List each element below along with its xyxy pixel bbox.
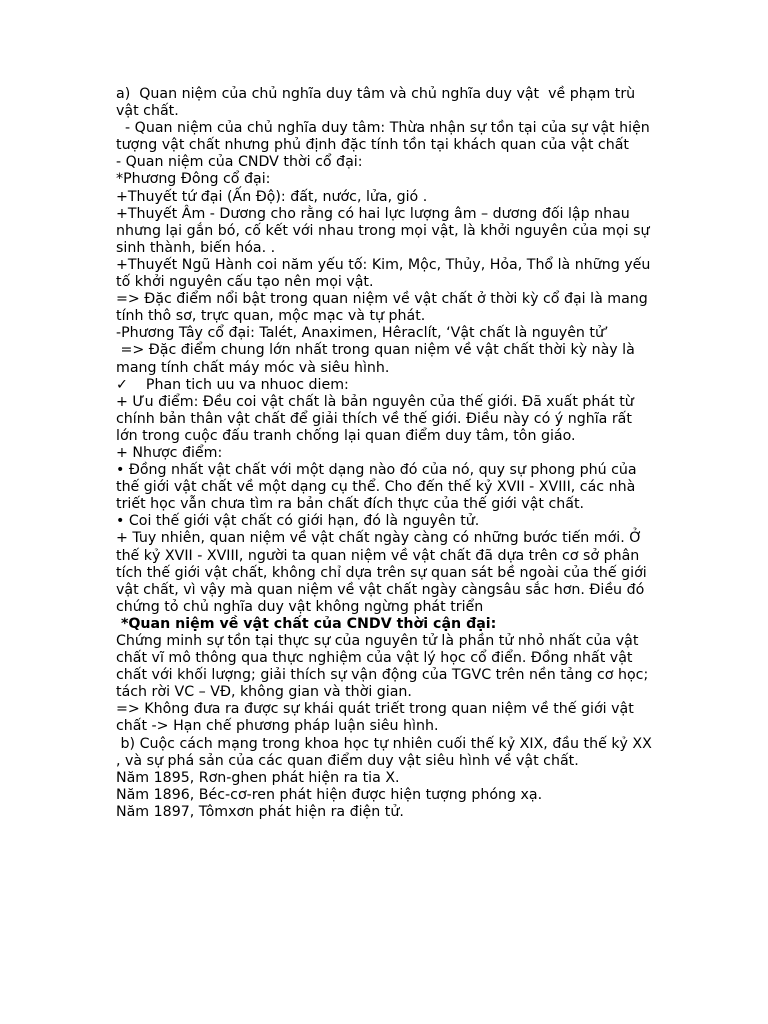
paragraph: - Quan niệm của chủ nghĩa duy tâm: Thừa nhận sự tồn tại của sự vật hiện tượng vật chất nhưng phủ định đặc tính tồn tại khách quan của vật chất <box>116 120 655 154</box>
paragraph: b) Cuộc cách mạng trong khoa học tự nhiên cuối thế kỷ XIX, đầu thế kỷ XX , và sự phá sản của các quan điểm duy vật siêu hình về vật chất. <box>116 735 657 769</box>
paragraph: => Đặc điểm nổi bật trong quan niệm về vật chất ở thời kỳ cổ đại là mang tính thô sơ, trực quan, mộc mạc và tự phát. <box>116 291 653 325</box>
paragraph: Năm 1897, Tômxơn phát hiện ra điện tử. <box>116 803 404 820</box>
paragraph: + Nhược điểm: <box>116 444 223 461</box>
section-heading: *Quan niệm về vật chất của CNDV thời cận đại: <box>116 615 497 632</box>
document-body <box>116 86 656 821</box>
paragraph: => Đặc điểm chung lớn nhất trong quan niệm về vật chất thời kỳ này là mang tính chất máy móc và siêu hình. <box>116 342 640 376</box>
paragraph: - Quan niệm của CNDV thời cổ đại: <box>116 154 363 171</box>
paragraph: a) Quan niệm của chủ nghĩa duy tâm và chủ nghĩa duy vật về phạm trù vật chất. <box>116 86 640 120</box>
paragraph: -Phương Tây cổ đại: Talét, Anaximen, Hêraclít, ‘Vật chất là nguyên tử’ <box>116 325 609 342</box>
paragraph: +Thuyết Âm - Dương cho rằng có hai lực lượng âm – dương đối lập nhau nhưng lại gắn bó, cố kết với nhau trong mọi vật, là khởi nguyên của mọi sự sinh thành, biến hóa. . <box>116 205 655 256</box>
paragraph: Chứng minh sự tồn tại thực sự của nguyên tử là phần tử nhỏ nhất của vật chất vĩ mô thông qua thực nghiệm của vật lý học cổ điển. Đồng nhất vật chất với khối lượng; giải thích sự vận động của TGVC trên nền tảng cơ học; tách rời VC – VĐ, không gian và thời gian. <box>116 633 653 701</box>
paragraph: *Phương Đông cổ đại: <box>116 171 271 188</box>
paragraph: ✓ Phan tich uu va nhuoc diem: <box>116 376 349 393</box>
paragraph: +Thuyết tứ đại (Ấn Độ): đất, nước, lửa, gió . <box>116 188 428 205</box>
paragraph: + Ưu điểm: Đều coi vật chất là bản nguyên của thế giới. Đã xuất phát từ chính bản thân vật chất để giải thích về thế giới. Điều này có ý nghĩa rất lớn trong cuộc đấu tranh chống lại quan điểm duy tâm, tôn giáo. <box>116 393 639 444</box>
paragraph: • Đồng nhất vật chất với một dạng nào đó của nó, quy sự phong phú của thế giới vật chất về một dạng cụ thể. Cho đến thế kỷ XVII - XVIII, các nhà triết học vẫn chưa tìm ra bản chất đích thực của thế giới vật chất. <box>116 462 642 513</box>
paragraph: • Coi thế giới vật chất có giới hạn, đó là nguyên tử. <box>116 513 480 530</box>
paragraph: + Tuy nhiên, quan niệm về vật chất ngày càng có những bước tiến mới. Ở thế kỷ XVII - XVIII, người ta quan niệm về vật chất đã dựa trên cơ sở phân tích thế giới vật chất, không chỉ dựa trên sự quan sát bề ngoài của thế giới vật chất, vì vậy mà quan niệm về vật chất ngày càngsâu sắc hơn. Điều đó chứng tỏ chủ nghĩa duy vật không ngừng phát triển <box>116 530 652 615</box>
paragraph: Năm 1896, Béc-cơ-ren phát hiện được hiện tượng phóng xạ. <box>116 786 543 803</box>
paragraph: Năm 1895, Rơn-ghen phát hiện ra tia X. <box>116 769 400 786</box>
paragraph: => Không đưa ra được sự khái quát triết trong quan niệm về thế giới vật chất -> Hạn chế phương pháp luận siêu hình. <box>116 701 639 735</box>
paragraph: +Thuyết Ngũ Hành coi năm yếu tố: Kim, Mộc, Thủy, Hỏa, Thổ là những yếu tố khởi nguyên cấu tạo nên mọi vật. <box>116 256 655 291</box>
